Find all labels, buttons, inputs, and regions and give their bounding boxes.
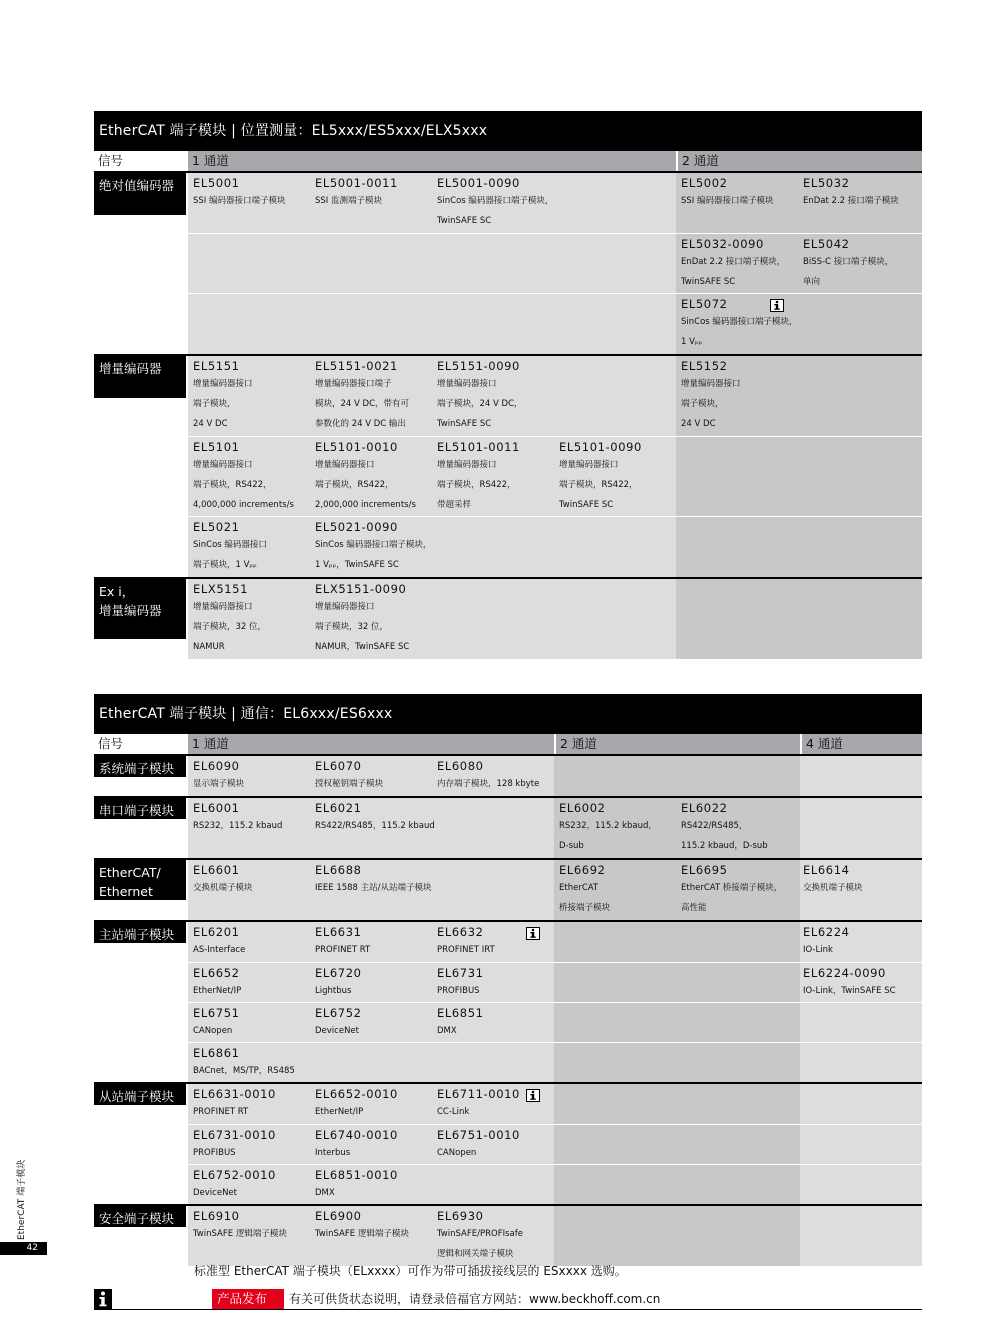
- signal-group: [94, 1204, 922, 1266]
- product-cell[interactable]: [432, 963, 554, 1001]
- signal-label: 绝对值编码器: [94, 173, 186, 215]
- product-description: SSI 编码器接口端子模块: [193, 196, 286, 206]
- signal-label: EtherCAT/ Ethernet: [94, 860, 186, 900]
- product-cell[interactable]: [310, 1084, 432, 1122]
- product-code[interactable]: EL6731-0010: [193, 1128, 276, 1142]
- product-cell[interactable]: [188, 579, 310, 657]
- product-code[interactable]: EL6900: [315, 1209, 362, 1223]
- channel-header: 2 通道: [554, 734, 800, 754]
- product-description: SSI 监测端子模块: [315, 196, 383, 206]
- product-code[interactable]: EL5151-0090: [437, 359, 520, 373]
- product-description: EtherCAT 桥接端子模块， 高性能: [681, 883, 783, 913]
- product-code[interactable]: EL6695: [681, 863, 728, 877]
- product-code[interactable]: EL6692: [559, 863, 606, 877]
- signal-group: [94, 920, 922, 1082]
- signal-header: 信号: [94, 151, 188, 171]
- product-description: 增量编码器接口 端子模块，RS422， 4,000,000 increments/s: [193, 460, 294, 510]
- product-description: PROFINET IRT: [437, 945, 495, 955]
- product-description: 交换机端子模块: [803, 883, 863, 893]
- channel-header: 2 通道: [676, 151, 922, 171]
- product-description: DMX: [437, 1026, 457, 1036]
- product-code[interactable]: EL6752: [315, 1006, 362, 1020]
- product-description: RS232，115.2 kbaud， D-sub: [559, 821, 657, 851]
- product-cell[interactable]: [798, 860, 920, 898]
- product-code[interactable]: EL6224: [803, 925, 850, 939]
- product-code[interactable]: EL5001-0090: [437, 176, 520, 190]
- product-cell[interactable]: [676, 234, 798, 292]
- product-code[interactable]: EL6090: [193, 759, 240, 773]
- footnote: 标准型 EtherCAT 端子模块（ELxxxx）可作为带可插拔接线层的 ESxxxx 选购。: [194, 1264, 627, 1278]
- product-cell[interactable]: [676, 798, 798, 856]
- product-description: 交换机端子模块: [193, 883, 253, 893]
- product-row: [188, 173, 922, 233]
- product-description: EtherCAT 桥接端子模块: [559, 883, 611, 913]
- side-section-label: EtherCAT 端子模块: [17, 1159, 27, 1240]
- signal-group: [94, 577, 922, 659]
- product-code[interactable]: EL6731: [437, 966, 484, 980]
- product-description: SinCos 编码器接口端子模块， 1 Vₚₚ，TwinSAFE SC: [315, 540, 432, 570]
- product-cell[interactable]: [676, 356, 798, 434]
- product-row: [188, 1002, 922, 1042]
- product-code[interactable]: EL6652: [193, 966, 240, 980]
- product-row: [188, 356, 922, 436]
- product-code[interactable]: EL6851: [437, 1006, 484, 1020]
- product-description: DMX: [315, 1188, 335, 1198]
- product-description: EnDat 2.2 接口端子模块， TwinSAFE SC: [681, 257, 786, 287]
- product-code[interactable]: EL5001: [193, 176, 240, 190]
- product-description: EtherNet/IP: [315, 1107, 364, 1117]
- product-release-link[interactable]: 有关可供货状态说明，请登录倍福官方网站：www.beckhoff.com.cn: [289, 1292, 661, 1306]
- product-row: [188, 962, 922, 1002]
- signal-label: 增量编码器: [94, 356, 186, 398]
- product-code[interactable]: EL6631: [315, 925, 362, 939]
- product-description: 增量编码器接口 端子模块，32 位， NAMUR，TwinSAFE SC: [315, 602, 410, 652]
- product-cell[interactable]: [798, 234, 920, 292]
- signal-label: 从站端子模块: [94, 1084, 186, 1105]
- product-description: IO-Link: [803, 945, 833, 955]
- product-cell[interactable]: [188, 1206, 310, 1244]
- channel-header: 1 通道: [192, 153, 229, 168]
- signal-label: Ex i， 增量编码器: [94, 579, 186, 639]
- section-1: [94, 111, 922, 659]
- product-description: IEEE 1588 主站/从站端子模块: [315, 883, 432, 893]
- product-description: 增量编码器接口 端子模块， 24 V DC: [193, 379, 253, 429]
- signal-label: 主站端子模块: [94, 922, 186, 943]
- signal-group: [94, 796, 922, 858]
- product-code[interactable]: EL5002: [681, 176, 728, 190]
- product-code[interactable]: EL5101-0090: [559, 440, 642, 454]
- product-cell[interactable]: [798, 963, 920, 1001]
- product-description: RS422/RS485，115.2 kbaud: [315, 821, 435, 831]
- page-number: 42: [0, 1242, 47, 1255]
- product-code[interactable]: EL6632: [437, 925, 484, 939]
- product-description: Lightbus: [315, 986, 352, 996]
- product-cell[interactable]: [432, 356, 554, 434]
- product-cell[interactable]: [188, 1043, 310, 1081]
- product-code[interactable]: EL5101-0011: [437, 440, 520, 454]
- product-description: SinCos 编码器接口 端子模块，1 Vₚₚ: [193, 540, 267, 570]
- product-cell[interactable]: [798, 922, 920, 960]
- product-cell[interactable]: [310, 579, 432, 657]
- product-code[interactable]: EL6751: [193, 1006, 240, 1020]
- product-cell[interactable]: [188, 1125, 310, 1163]
- product-code[interactable]: EL5001-0011: [315, 176, 398, 190]
- product-row: [188, 233, 922, 293]
- product-description: TwinSAFE/PROFIsafe 逻辑和网关端子模块: [437, 1229, 523, 1259]
- product-description: 增量编码器接口 端子模块，RS422， 带超采样: [437, 460, 516, 510]
- section-title: EtherCAT 端子模块 | 位置测量：EL5xxx/ES5xxx/ELX5xxx: [94, 111, 922, 151]
- product-description: 授权秘钥端子模块: [315, 779, 384, 789]
- product-description: AS-Interface: [193, 945, 246, 955]
- product-code[interactable]: EL6652-0010: [315, 1087, 398, 1101]
- product-code[interactable]: EL5072: [681, 297, 728, 311]
- product-cell[interactable]: [432, 1206, 554, 1264]
- product-code[interactable]: EL5032: [803, 176, 850, 190]
- signal-group: [94, 1082, 922, 1204]
- product-description: 增量编码器接口端子 模块，24 V DC，带有可 参数化的 24 V DC 输出: [315, 379, 410, 429]
- product-cell[interactable]: [432, 1003, 554, 1041]
- product-cell[interactable]: [310, 356, 432, 434]
- product-row: [188, 579, 922, 659]
- product-cell[interactable]: [432, 756, 554, 794]
- product-cell[interactable]: [188, 1084, 310, 1122]
- product-code[interactable]: EL6001: [193, 801, 240, 815]
- product-description: 增量编码器接口 端子模块， 24 V DC: [681, 379, 741, 429]
- product-cell[interactable]: [554, 860, 676, 918]
- product-cell[interactable]: [310, 1003, 432, 1041]
- product-code[interactable]: EL5021: [193, 520, 240, 534]
- product-code[interactable]: EL5021-0090: [315, 520, 398, 534]
- product-description: 显示端子模块: [193, 779, 245, 789]
- product-row: [188, 1042, 922, 1082]
- product-cell[interactable]: [432, 173, 554, 231]
- product-code[interactable]: EL6720: [315, 966, 362, 980]
- product-row: [188, 1084, 922, 1124]
- product-code[interactable]: ELX5151-0090: [315, 582, 407, 596]
- product-code[interactable]: EL5042: [803, 237, 850, 251]
- product-code[interactable]: ELX5151: [193, 582, 249, 596]
- product-cell[interactable]: [554, 798, 676, 856]
- product-release-label: 产品发布: [212, 1289, 284, 1309]
- product-code[interactable]: EL6601: [193, 863, 240, 877]
- product-cell[interactable]: [188, 963, 310, 1001]
- signal-header: 信号: [94, 734, 188, 754]
- product-code[interactable]: EL6861: [193, 1046, 240, 1060]
- info-icon: [94, 1289, 112, 1309]
- signal-label: 系统端子模块: [94, 756, 186, 777]
- product-release-bar: [94, 1289, 922, 1310]
- product-cell[interactable]: [554, 437, 676, 515]
- product-code[interactable]: EL6910: [193, 1209, 240, 1223]
- product-description: SinCos 编码器接口端子模块， TwinSAFE SC: [437, 196, 554, 226]
- product-cell[interactable]: [310, 517, 432, 575]
- product-description: BiSS-C 接口端子模块， 单向: [803, 257, 894, 287]
- channel-header: 4 通道: [800, 734, 922, 754]
- channel-header: 1 通道: [192, 736, 229, 751]
- product-row: [188, 1124, 922, 1164]
- product-cell[interactable]: [310, 963, 432, 1001]
- product-description: BACnet，MS/TP，RS485: [193, 1066, 295, 1076]
- signal-group: [94, 754, 922, 796]
- product-cell[interactable]: [676, 173, 798, 211]
- product-code[interactable]: EL6022: [681, 801, 728, 815]
- product-code[interactable]: EL6070: [315, 759, 362, 773]
- product-cell[interactable]: [188, 1003, 310, 1041]
- product-description: RS232，115.2 kbaud: [193, 821, 283, 831]
- product-code[interactable]: EL5151-0021: [315, 359, 398, 373]
- product-description: TwinSAFE 逻辑端子模块: [315, 1229, 409, 1239]
- product-row: [188, 293, 922, 354]
- product-code[interactable]: EL6751-0010: [437, 1128, 520, 1142]
- product-code[interactable]: EL5032-0090: [681, 237, 764, 251]
- product-row: [188, 1206, 922, 1266]
- product-description: CC-Link: [437, 1107, 470, 1117]
- product-description: TwinSAFE 逻辑端子模块: [193, 1229, 287, 1239]
- product-description: EnDat 2.2 接口端子模块: [803, 196, 899, 206]
- product-cell[interactable]: [310, 1165, 432, 1203]
- product-description: PROFINET RT: [193, 1107, 249, 1117]
- product-cell[interactable]: [188, 517, 310, 575]
- product-description: CANopen: [193, 1026, 233, 1036]
- column-header-row: [94, 151, 922, 171]
- product-row: [188, 922, 922, 962]
- product-code[interactable]: EL6851-0010: [315, 1168, 398, 1182]
- product-cell[interactable]: [310, 860, 432, 898]
- section-2: [94, 694, 922, 1266]
- product-cell[interactable]: [310, 922, 432, 960]
- product-description: DeviceNet: [315, 1026, 359, 1036]
- product-code[interactable]: EL5101-0010: [315, 440, 398, 454]
- product-code[interactable]: EL6002: [559, 801, 606, 815]
- product-description: Interbus: [315, 1148, 351, 1158]
- product-cell[interactable]: [310, 437, 432, 515]
- product-cell[interactable]: [188, 437, 310, 515]
- product-code[interactable]: EL6201: [193, 925, 240, 939]
- product-row: [188, 860, 922, 920]
- product-cell[interactable]: [188, 356, 310, 434]
- product-cell[interactable]: [432, 1125, 554, 1163]
- product-cell[interactable]: [310, 173, 432, 211]
- product-cell[interactable]: [188, 798, 310, 836]
- product-code[interactable]: EL5151: [193, 359, 240, 373]
- info-icon: [526, 925, 540, 938]
- product-description: PROFIBUS: [437, 986, 480, 996]
- signal-group: [94, 858, 922, 920]
- product-description: 增量编码器接口 端子模块，RS422， 2,000,000 increments/s: [315, 460, 416, 510]
- product-description: IO-Link，TwinSAFE SC: [803, 986, 896, 996]
- product-description: 增量编码器接口 端子模块，24 V DC， TwinSAFE SC: [437, 379, 523, 429]
- product-row: [188, 516, 922, 577]
- product-cell[interactable]: [310, 756, 432, 794]
- product-cell[interactable]: [310, 798, 435, 836]
- product-cell[interactable]: [798, 173, 920, 211]
- product-row: [188, 756, 922, 796]
- product-code[interactable]: EL5152: [681, 359, 728, 373]
- section-title: EtherCAT 端子模块 | 通信：EL6xxx/ES6xxx: [94, 694, 922, 734]
- signal-group: [94, 354, 922, 577]
- product-code[interactable]: EL6711-0010: [437, 1087, 520, 1101]
- product-description: RS422/RS485， 115.2 kbaud，D-sub: [681, 821, 768, 851]
- product-cell[interactable]: [188, 756, 310, 794]
- product-code[interactable]: EL6631-0010: [193, 1087, 276, 1101]
- product-code[interactable]: EL6688: [315, 863, 362, 877]
- product-description: DeviceNet: [193, 1188, 237, 1198]
- product-cell[interactable]: [188, 860, 310, 898]
- product-row: [188, 436, 922, 516]
- product-cell[interactable]: [310, 1206, 432, 1244]
- product-description: EtherNet/IP: [193, 986, 242, 996]
- product-description: PROFINET RT: [315, 945, 371, 955]
- signal-label: 串口端子模块: [94, 798, 186, 819]
- info-icon: [526, 1087, 540, 1100]
- product-code[interactable]: EL6614: [803, 863, 850, 877]
- signal-label: 安全端子模块: [94, 1206, 186, 1227]
- product-cell[interactable]: [188, 173, 310, 211]
- product-code[interactable]: EL6752-0010: [193, 1168, 276, 1182]
- product-cell[interactable]: [676, 860, 798, 918]
- product-description: SSI 编码器接口端子模块: [681, 196, 774, 206]
- product-code[interactable]: EL6930: [437, 1209, 484, 1223]
- column-header-row: [94, 734, 922, 754]
- product-cell[interactable]: [432, 437, 554, 515]
- product-description: 内存端子模块，128 kbyte: [437, 779, 540, 789]
- product-code[interactable]: EL6224-0090: [803, 966, 886, 980]
- product-description: 增量编码器接口 端子模块，32 位， NAMUR: [193, 602, 267, 652]
- product-description: PROFIBUS: [193, 1148, 236, 1158]
- signal-group: [94, 171, 922, 354]
- product-code[interactable]: EL6021: [315, 801, 362, 815]
- product-cell[interactable]: [310, 1125, 432, 1163]
- product-description: SinCos 编码器接口端子模块， 1 Vₚₚ: [681, 317, 798, 347]
- product-description: CANopen: [437, 1148, 477, 1158]
- product-row: [188, 1164, 922, 1204]
- product-code[interactable]: EL5101: [193, 440, 240, 454]
- info-icon: [770, 297, 784, 310]
- product-description: 增量编码器接口 端子模块，RS422， TwinSAFE SC: [559, 460, 638, 510]
- product-cell[interactable]: [188, 922, 310, 960]
- product-code[interactable]: EL6740-0010: [315, 1128, 398, 1142]
- product-row: [188, 798, 922, 858]
- product-code[interactable]: EL6080: [437, 759, 484, 773]
- product-cell[interactable]: [188, 1165, 310, 1203]
